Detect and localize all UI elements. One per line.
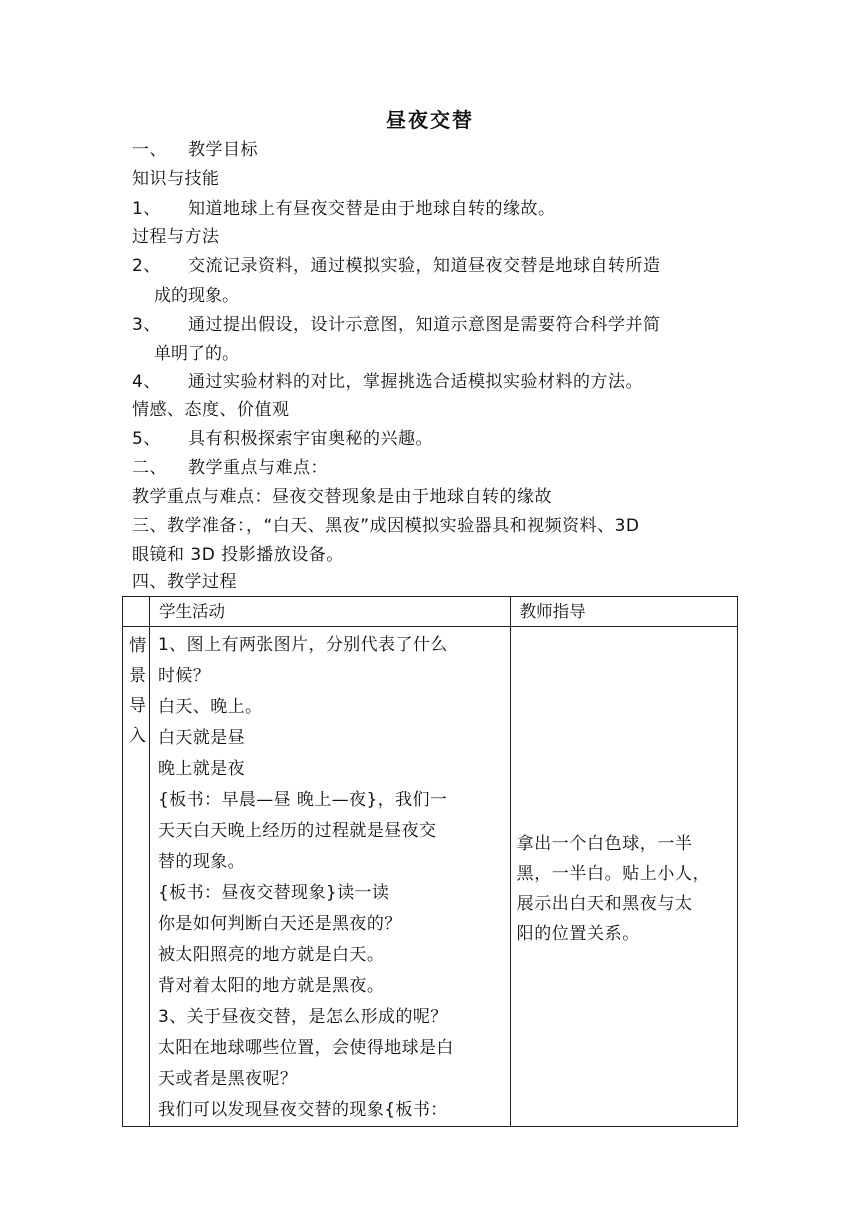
preparation-line-2: 眼镜和 3D 投影播放设备。 <box>132 545 344 565</box>
phase-cell <box>123 627 150 1127</box>
table-header-row <box>123 597 738 627</box>
activity-line: 1、图上有两张图片，分别代表了什么 <box>158 635 448 655</box>
activity-line: {板书：早晨—昼 晚上—夜}，我们一 <box>158 790 448 810</box>
activity-line: 替的现象。 <box>158 852 246 872</box>
table-header-phase <box>123 597 150 627</box>
subheading-knowledge-skills: 知识与技能 <box>132 169 220 189</box>
teaching-process-table <box>122 596 738 1127</box>
activity-line: {板书：昼夜交替现象}读一读 <box>158 883 390 903</box>
goal-item-2-continued: 成的现象。 <box>154 286 239 306</box>
section-teaching-process: 四、教学过程 <box>132 572 237 592</box>
subheading-process-method: 过程与方法 <box>132 227 220 247</box>
item-text: 通过实验材料的对比，掌握挑选合适模拟实验材料的方法。 <box>188 372 643 392</box>
activity-line: 你是如何判断白天还是黑夜的？ <box>158 914 402 934</box>
header-label: 教师指导 <box>519 602 586 621</box>
guide-line: 展示出白天和黑夜与太 <box>516 894 693 914</box>
guide-line: 黑，一半白。贴上小人， <box>516 864 711 884</box>
activity-line: 白天、晚上。 <box>158 697 263 717</box>
table-row <box>123 627 738 1127</box>
phase-char: 导 <box>129 696 146 716</box>
section-number: 一、 <box>132 140 167 160</box>
section-heading: 教学重点与难点： <box>188 458 328 478</box>
key-points-text: 教学重点与难点：昼夜交替现象是由于地球自转的缘故 <box>132 487 552 507</box>
activity-line: 被太阳照亮的地方就是白天。 <box>158 945 385 965</box>
goal-item-3 <box>132 310 661 340</box>
goal-item-1 <box>132 194 556 224</box>
activity-line: 我们可以发现昼夜交替的现象{板书： <box>158 1100 448 1120</box>
student-activity-cell <box>150 627 511 1127</box>
item-text: 交流记录资料，通过模拟实验，知道昼夜交替是地球自转所造 <box>188 256 661 276</box>
activity-line: 晚上就是夜 <box>158 759 246 779</box>
item-number: 1、 <box>132 199 161 219</box>
page-title: 昼夜交替 <box>386 108 474 132</box>
item-text: 通过提出假设，设计示意图，知道示意图是需要符合科学并简 <box>188 315 661 335</box>
table-header-guide <box>510 597 737 627</box>
activity-line: 天或者是黑夜呢？ <box>158 1069 298 1089</box>
subheading-emotion-values: 情感、态度、价值观 <box>132 400 290 420</box>
item-text: 知道地球上有昼夜交替是由于地球自转的缘故。 <box>188 199 556 219</box>
activity-line: 天天白天晚上经历的过程就是昼夜交 <box>158 821 437 841</box>
guide-line: 阳的位置关系。 <box>516 924 640 944</box>
activity-line: 3、关于昼夜交替，是怎么形成的呢？ <box>158 1007 448 1027</box>
activity-line: 时候？ <box>158 666 211 686</box>
activity-line: 白天就是昼 <box>158 728 246 748</box>
header-label: 学生活动 <box>159 602 226 621</box>
phase-char: 入 <box>129 726 146 746</box>
item-text: 具有积极探索宇宙奥秘的兴趣。 <box>188 429 433 449</box>
goal-item-3-continued: 单明了的。 <box>154 344 239 364</box>
item-number: 5、 <box>132 429 161 449</box>
table-header-activity <box>150 597 511 627</box>
goal-item-2 <box>132 251 661 281</box>
phase-char: 情 <box>129 636 146 656</box>
section-number: 二、 <box>132 458 167 478</box>
preparation-line-1: 三、教学准备：，“白天、黑夜”成因模拟实验器具和视频资料、3D <box>132 516 640 536</box>
goal-item-5 <box>132 424 433 454</box>
section-key-points <box>132 453 328 483</box>
item-number: 3、 <box>132 315 161 335</box>
goal-item-4 <box>132 367 643 397</box>
activity-line: 太阳在地球哪些位置，会使得地球是白 <box>158 1038 454 1058</box>
teacher-guide-cell <box>510 627 737 1127</box>
section-teaching-goals <box>132 135 258 165</box>
activity-line: 背对着太阳的地方就是黑夜。 <box>158 976 385 996</box>
guide-line: 拿出一个白色球，一半 <box>516 834 693 854</box>
item-number: 4、 <box>132 372 161 392</box>
item-number: 2、 <box>132 256 161 276</box>
section-heading: 教学目标 <box>188 140 258 160</box>
phase-char: 景 <box>129 666 146 686</box>
